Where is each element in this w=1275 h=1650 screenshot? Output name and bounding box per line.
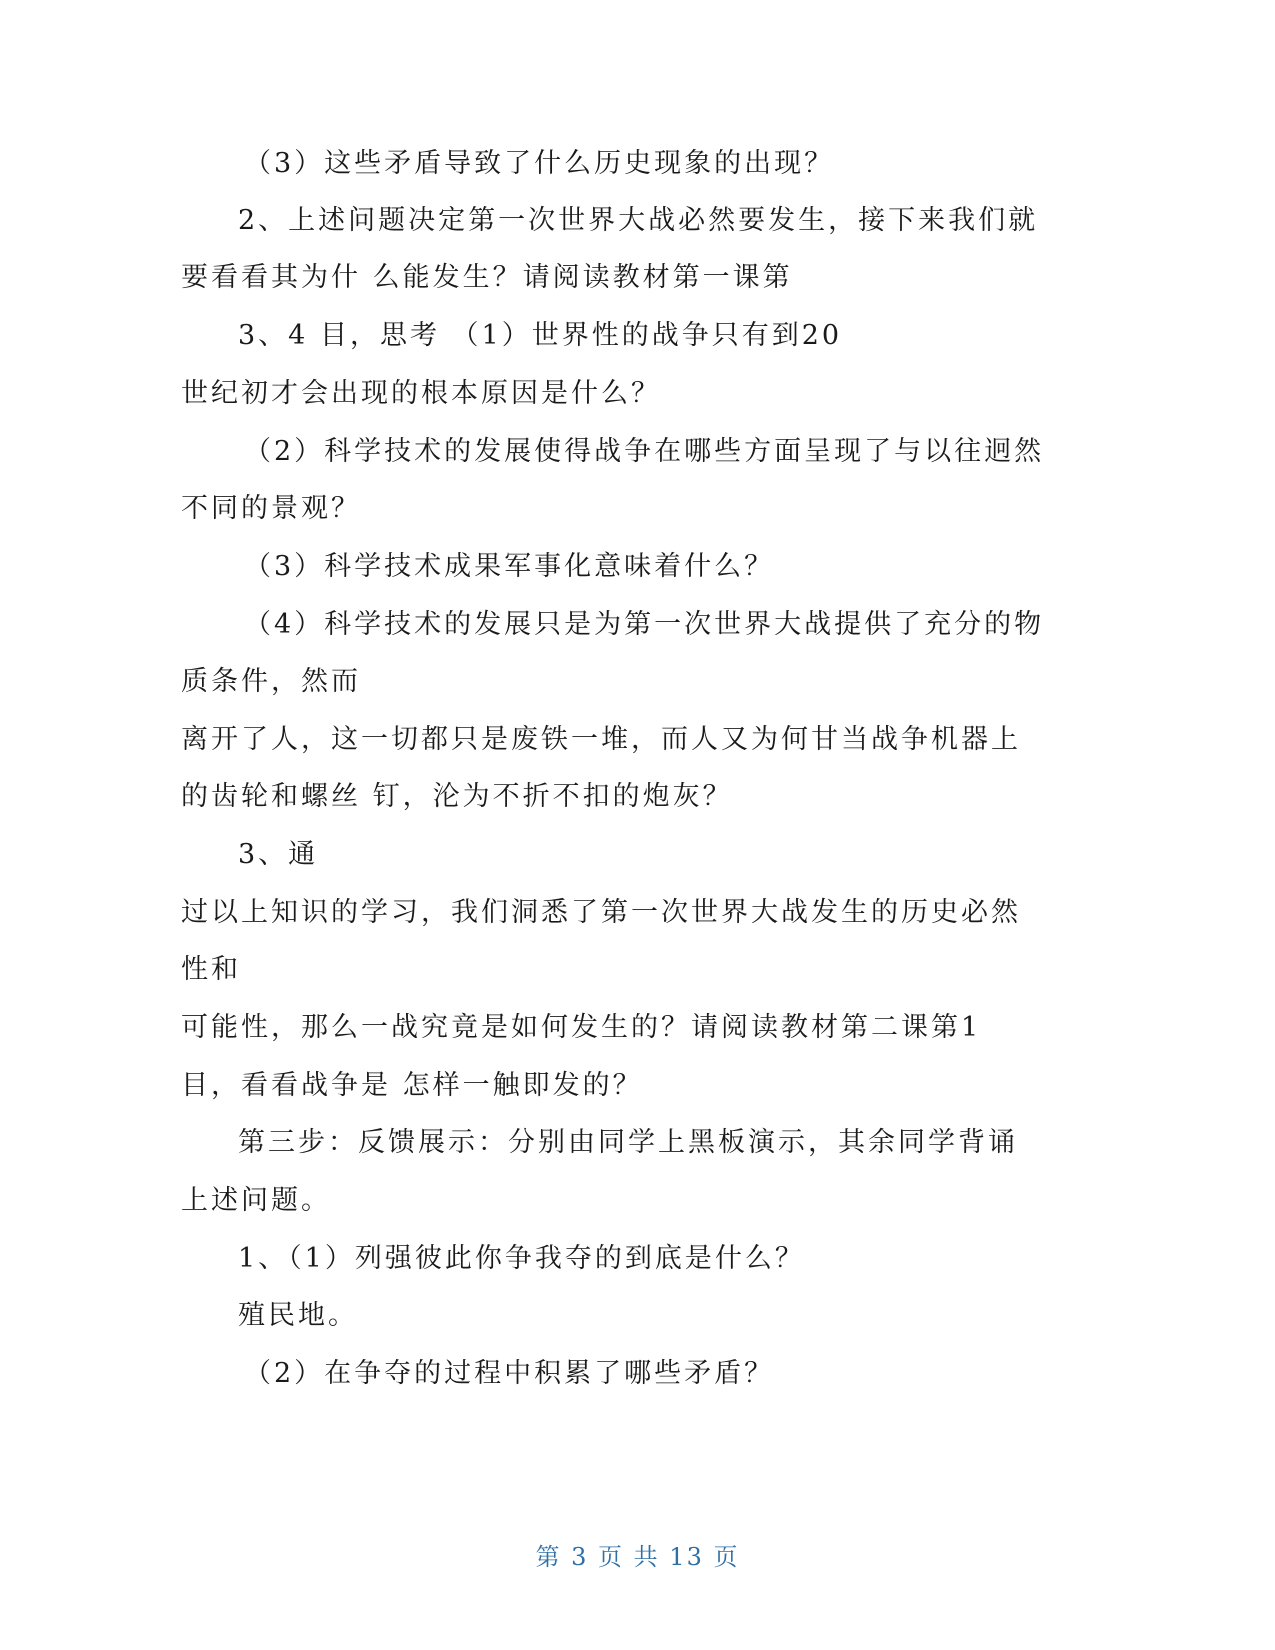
text-line: 目，看看战争是 怎样一触即发的？: [181, 1070, 643, 1101]
text-line: 上述问题。: [181, 1185, 331, 1216]
text-line: 质条件，然而: [181, 666, 361, 697]
text-line: （4）科学技术的发展只是为第一次世界大战提供了充分的物: [244, 609, 1045, 640]
text-line: （3）这些矛盾导致了什么历史现象的出现？: [244, 148, 835, 179]
text-line: （2）科学技术的发展使得战争在哪些方面呈现了与以往迥然: [244, 436, 1045, 467]
text-line: 性和: [181, 954, 241, 985]
text-line: 离开了人，这一切都只是废铁一堆，而人又为何甘当战争机器上: [181, 724, 1021, 755]
text-line: （2）在争夺的过程中积累了哪些矛盾？: [244, 1358, 775, 1389]
text-line: 要看看其为什 么能发生？请阅读教材第一课第: [181, 262, 793, 293]
page-number-footer: 第 3 页 共 13 页: [535, 1543, 740, 1571]
text-line: 可能性，那么一战究竟是如何发生的？请阅读教材第二课第1: [181, 1012, 982, 1043]
text-line: 2、上述问题决定第一次世界大战必然要发生，接下来我们就: [238, 205, 1039, 236]
text-line: 3、4 目，思考 （1）世界性的战争只有到20: [238, 320, 843, 351]
text-line: （3）科学技术成果军事化意味着什么？: [244, 551, 775, 582]
text-line: 过以上知识的学习，我们洞悉了第一次世界大战发生的历史必然: [181, 897, 1021, 928]
text-line: 不同的景观？: [181, 493, 361, 524]
text-line: 1、（1）列强彼此你争我夺的到底是什么？: [238, 1243, 805, 1274]
text-line: 世纪初才会出现的根本原因是什么？: [181, 378, 661, 409]
text-line: 3、通: [238, 839, 319, 870]
text-line: 的齿轮和螺丝 钉，沦为不折不扣的炮灰？: [181, 781, 733, 812]
text-line: 殖民地。: [238, 1300, 358, 1331]
text-line: 第三步：反馈展示：分别由同学上黑板演示，其余同学背诵: [238, 1127, 1018, 1158]
